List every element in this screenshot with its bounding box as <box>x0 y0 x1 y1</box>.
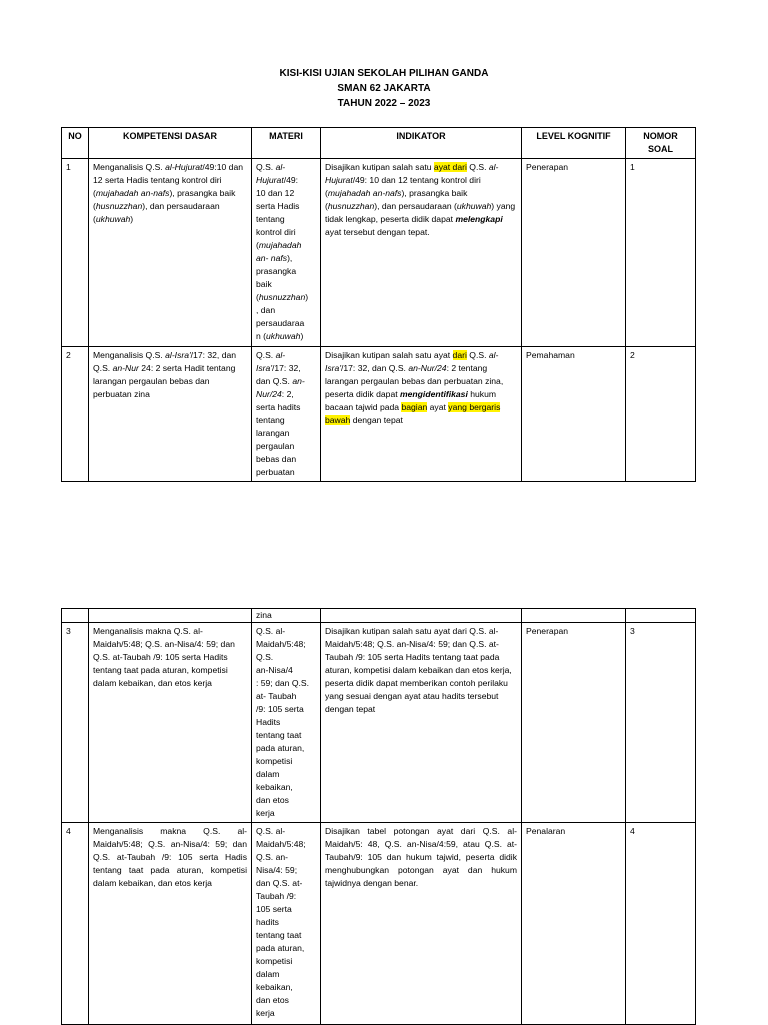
cell-level-kognitif: Penalaran <box>522 823 626 1025</box>
blueprint-table-page1 <box>61 127 696 482</box>
cell-kompetensi-dasar: Menganalisis makna Q.S. al-Maidah/5:48; Q.S. an-Nisa/4: 59; dan Q.S. at-Taubah /9: 105 serta Hadits tentang taat pada aturan, kompetisi dalam kebaikan, dan etos kerja <box>89 623 252 823</box>
cell-no: 3 <box>62 623 89 823</box>
table-row <box>62 823 696 1025</box>
table-row <box>62 347 696 482</box>
header-indikator: INDIKATOR <box>321 128 522 159</box>
cell-materi-continuation: zina <box>252 609 321 623</box>
header-materi: MATERI <box>252 128 321 159</box>
cell-level-kognitif: Penerapan <box>522 159 626 347</box>
header-level-kognitif: LEVEL KOGNITIF <box>522 128 626 159</box>
cell-nomor-soal: 4 <box>626 823 696 1025</box>
cell-indikator: Disajikan kutipan salah satu ayat dari Q.S. al-Isra'/17: 32, dan Q.S. an-Nur/24: 2 tentang larangan pergaulan bebas dan perbuatan zina, peserta didik dapat mengidentifikasi hukum bacaan tajwid pada bagian ayat yang bergaris bawah dengan tepat <box>321 347 522 482</box>
document-title: KISI-KISI UJIAN SEKOLAH PILIHAN GANDA <box>279 68 489 79</box>
cell-level-kognitif: Pemahaman <box>522 347 626 482</box>
school-year: TAHUN 2022 – 2023 <box>337 98 431 109</box>
cell-level-kognitif: Penerapan <box>522 623 626 823</box>
cell-materi: Q.S. al- Maidah/5:48; Q.S. an-Nisa/4 : 59; dan Q.S. at- Taubah /9: 105 serta Hadits tentang taat pada aturan, kompetisi dalam kebaikan, dan etos kerja <box>252 623 321 823</box>
table-row-continuation <box>62 609 696 623</box>
header-no: NO <box>62 128 89 159</box>
cell-materi: Q.S. al- Isra'/17: 32, dan Q.S. an- Nur/24: 2, serta hadits tentang larangan pergaulan bebas dan perbuatan <box>252 347 321 482</box>
blueprint-table-page2 <box>61 608 696 1025</box>
cell-materi: Q.S. al- Maidah/5:48; Q.S. an- Nisa/4: 59; dan Q.S. at- Taubah /9: 105 serta hadits tentang taat pada aturan, kompetisi dalam kebaikan, dan etos kerja <box>252 823 321 1025</box>
cell-nomor-soal: 2 <box>626 347 696 482</box>
table-header-row <box>62 128 696 159</box>
header-kompetensi-dasar: KOMPETENSI DASAR <box>89 128 252 159</box>
cell-no: 2 <box>62 347 89 482</box>
table-row <box>62 159 696 347</box>
cell-no: 1 <box>62 159 89 347</box>
cell-indikator: Disajikan tabel potongan ayat dari Q.S. al-Maidah/5: 48, Q.S. an-Nisa/4:59, atau Q.S. at- Taubah/9: 105 dan hukum tajwid, peserta didik menghubungkan potongan ayat dan hukum tajwidnya dengan benar. <box>321 823 522 1025</box>
table-row <box>62 623 696 823</box>
school-name: SMAN 62 JAKARTA <box>337 83 431 94</box>
cell-nomor-soal: 1 <box>626 159 696 347</box>
cell-indikator: Disajikan kutipan salah satu ayat dari Q.S. al-Hujurat/49: 10 dan 12 tentang kontrol diri (mujahadah an-nafs), prasangka baik (husnuzzhan), dan persaudaraan (ukhuwah) yang tidak lengkap, peserta didik dapat melengkapi ayat tersebut dengan tepat. <box>321 159 522 347</box>
cell-nomor-soal: 3 <box>626 623 696 823</box>
header-nomor-soal: NOMOR SOAL <box>626 128 696 159</box>
cell-no: 4 <box>62 823 89 1025</box>
cell-materi: Q.S. al- Hujurat/49: 10 dan 12 serta Hadis tentang kontrol diri (mujahadah an- nafs), prasangka baik (husnuzzhan) , dan persaudaraa n (ukhuwah) <box>252 159 321 347</box>
cell-indikator: Disajikan kutipan salah satu ayat dari Q.S. al-Maidah/5:48; Q.S. an-Nisa/4: 59; dan Q.S. at-Taubah /9: 105 serta Hadits tentang taat pada aturan, kompetisi dalam kebaikan dan etos kerja, peserta didik dapat memberikan contoh perilaku yang sesuai dengan ayat atau hadits tersebut dengan tepat <box>321 623 522 823</box>
cell-kompetensi-dasar: Menganalisis Q.S. al-Isra'/17: 32, dan Q.S. an-Nur 24: 2 serta Hadit tentang larangan pergaulan bebas dan perbuatan zina <box>89 347 252 482</box>
cell-kompetensi-dasar: Menganalisis Q.S. al-Hujurat/49:10 dan 12 serta Hadis tentang kontrol diri (mujahadah an-nafs), prasangka baik (husnuzzhan), dan persaudaraan (ukhuwah) <box>89 159 252 347</box>
cell-kompetensi-dasar: Menganalisis makna Q.S. al-Maidah/5:48; Q.S. an-Nisa/4: 59; dan Q.S. at-Taubah /9: 105 serta Hadis tentang taat pada aturan, kompetisi dalam kebaikan, dan etos kerja <box>89 823 252 1025</box>
